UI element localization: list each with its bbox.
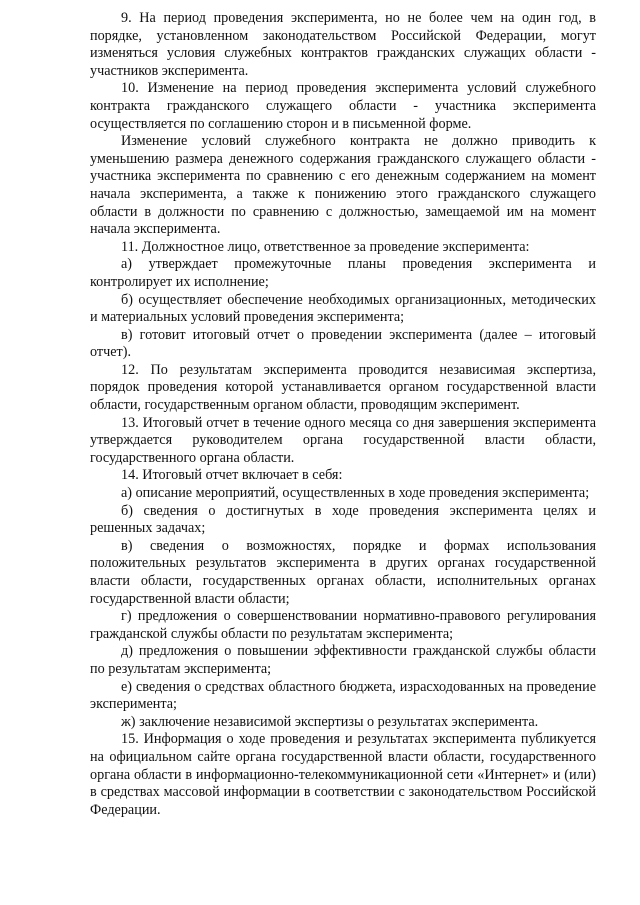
list-item-11c: в) готовит итоговый отчет о проведении эксперимента (далее – итоговый отчет). (90, 326, 596, 361)
list-item-14d: г) предложения о совершенствовании нормативно-правового регулирования гражданской службы области по результатам эксперимента; (90, 608, 596, 642)
list-item-14b: б) сведения о достигнутых в ходе проведения эксперимента целях и решенных задачах; (90, 502, 596, 537)
list-item-14g: ж) заключение независимой экспертизы о результатах эксперимента. (121, 713, 539, 730)
list-item-14a: а) описание мероприятий, осуществленных в ходе проведения эксперимента; (121, 485, 590, 502)
paragraph-10: 10. Изменение на период проведения эксперимента условий служебного контракта гражданского служащего области - участника эксперимента осуществляется по соглашению сторон и в письменной форме. (90, 80, 596, 132)
list-item-14c: в) сведения о возможностях, порядке и формах использования положительных результатов эксперимента в других органах государственной власти области, государственных органах области, исполнительных органах государственной власти области; (90, 537, 596, 607)
paragraph-10-continued: Изменение условий служебного контракта не должно приводить к уменьшению размера денежного содержания гражданского служащего области - участника эксперимента по сравнению с его денежным содержанием на момент начала эксперимента, а также к понижению этого гражданского служащего области в должности по сравнению с должностью, замещаемой им на момент начала эксперимента. (90, 133, 596, 238)
list-item-14f: е) сведения о средствах областного бюджета, израсходованных на проведение эксперимента; (90, 678, 596, 713)
paragraph-13: 13. Итоговый отчет в течение одного месяца со дня завершения эксперимента утверждается руководителем органа государственной власти области, государственного органа области. (90, 414, 596, 466)
paragraph-15: 15. Информация о ходе проведения и результатах эксперимента публикуется на официальном сайте органа государственной власти области, государственного органа области в информационно-телекоммуникационной сети «Интернет» и (или) в средствах массовой информации в соответствии с законодательством Российской Федерации. (90, 731, 596, 818)
paragraph-9: 9. На период проведения эксперимента, но не более чем на один год, в порядке, установленном законодательством Российской Федерации, могут изменяться условия служебных контрактов гражданских служащих области - участников эксперимента. (90, 10, 596, 79)
paragraph-14: 14. Итоговый отчет включает в себя: (121, 467, 343, 484)
paragraph-11: 11. Должностное лицо, ответственное за проведение эксперимента: (121, 238, 530, 255)
list-item-14e: д) предложения о повышении эффективности гражданской службы области по результатам эксперимента; (90, 643, 596, 677)
paragraph-12: 12. По результатам эксперимента проводится независимая экспертиза, порядок проведения которой устанавливается органом государственной власти области, государственным органом области, проводящим эксперимент. (90, 361, 596, 414)
list-item-11b: б) осуществляет обеспечение необходимых организационных, методических и материальных условий проведения эксперимента; (90, 291, 596, 326)
document-page (90, 10, 596, 819)
list-item-11a: а) утверждает промежуточные планы проведения эксперимента и контролирует их исполнение; (90, 256, 596, 290)
